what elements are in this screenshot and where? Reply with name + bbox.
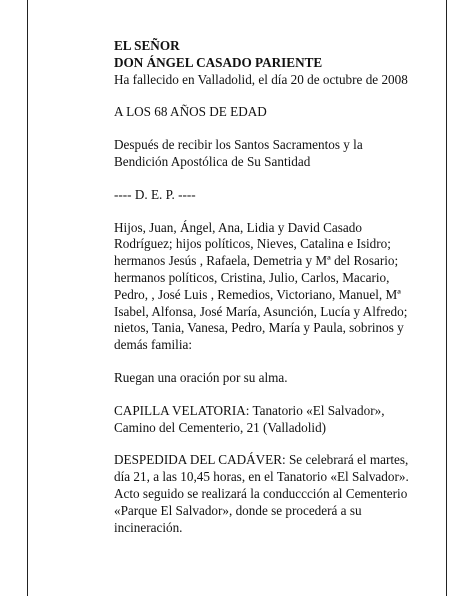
obituary-notice bbox=[114, 38, 434, 536]
farewell-line: Acto seguido se realizará la conduccción al Cementerio bbox=[114, 485, 408, 501]
age-line: A LOS 68 AÑOS DE EDAD bbox=[114, 104, 267, 120]
farewell-line: «Parque El Salvador», donde se procederá a su bbox=[114, 502, 362, 518]
sacraments-line: Bendición Apostólica de Su Santidad bbox=[114, 153, 311, 169]
title-line-2: DON ÁNGEL CASADO PARIENTE bbox=[114, 54, 323, 70]
title-line-1: EL SEÑOR bbox=[114, 38, 180, 53]
prayer-line: Ruegan una oración por su alma. bbox=[114, 369, 288, 385]
family-line: hermanos Jesús , Rafaela, Demetria y Mª del Rosario; bbox=[114, 253, 399, 269]
family-line: Hijos, Juan, Ángel, Ana, Lidia y David Casado bbox=[114, 219, 362, 235]
farewell-line: DESPEDIDA DEL CADÁVER: Se celebrará el martes, bbox=[114, 452, 409, 468]
family-line: Pedro, , José Luis , Remedios, Victoriano, Manuel, Mª bbox=[114, 286, 401, 302]
family-line: Rodríguez; hijos políticos, Nieves, Catalina e Isidro; bbox=[114, 236, 391, 252]
sacraments-paragraph bbox=[114, 137, 434, 171]
family-paragraph bbox=[114, 220, 434, 354]
chapel-paragraph bbox=[114, 403, 434, 437]
death-info: Ha fallecido en Valladolid, el día 20 de octubre de 2008 bbox=[114, 71, 408, 87]
chapel-line: CAPILLA VELATORIA: Tanatorio «El Salvador», bbox=[114, 402, 385, 418]
farewell-paragraph bbox=[114, 452, 434, 536]
farewell-line: incineración. bbox=[114, 519, 183, 535]
family-line: nietos, Tania, Vanesa, Pedro, María y Paula, sobrinos y bbox=[114, 320, 404, 336]
family-line: Isabel, Alfonsa, José María, Asunción, Lucía y Alfredo; bbox=[114, 303, 408, 319]
family-line: demás familia: bbox=[114, 337, 192, 353]
rip-line: ---- D. E. P. ---- bbox=[114, 186, 196, 202]
family-line: hermanos políticos, Cristina, Julio, Carlos, Macario, bbox=[114, 269, 390, 285]
sacraments-line: Después de recibir los Santos Sacramentos y la bbox=[114, 137, 363, 153]
left-border-line bbox=[27, 0, 28, 596]
chapel-line: Camino del Cementerio, 21 (Valladolid) bbox=[114, 419, 327, 435]
farewell-line: día 21, a las 10,45 horas, en el Tanatorio «El Salvador». bbox=[114, 469, 409, 485]
right-border-line bbox=[446, 0, 447, 596]
